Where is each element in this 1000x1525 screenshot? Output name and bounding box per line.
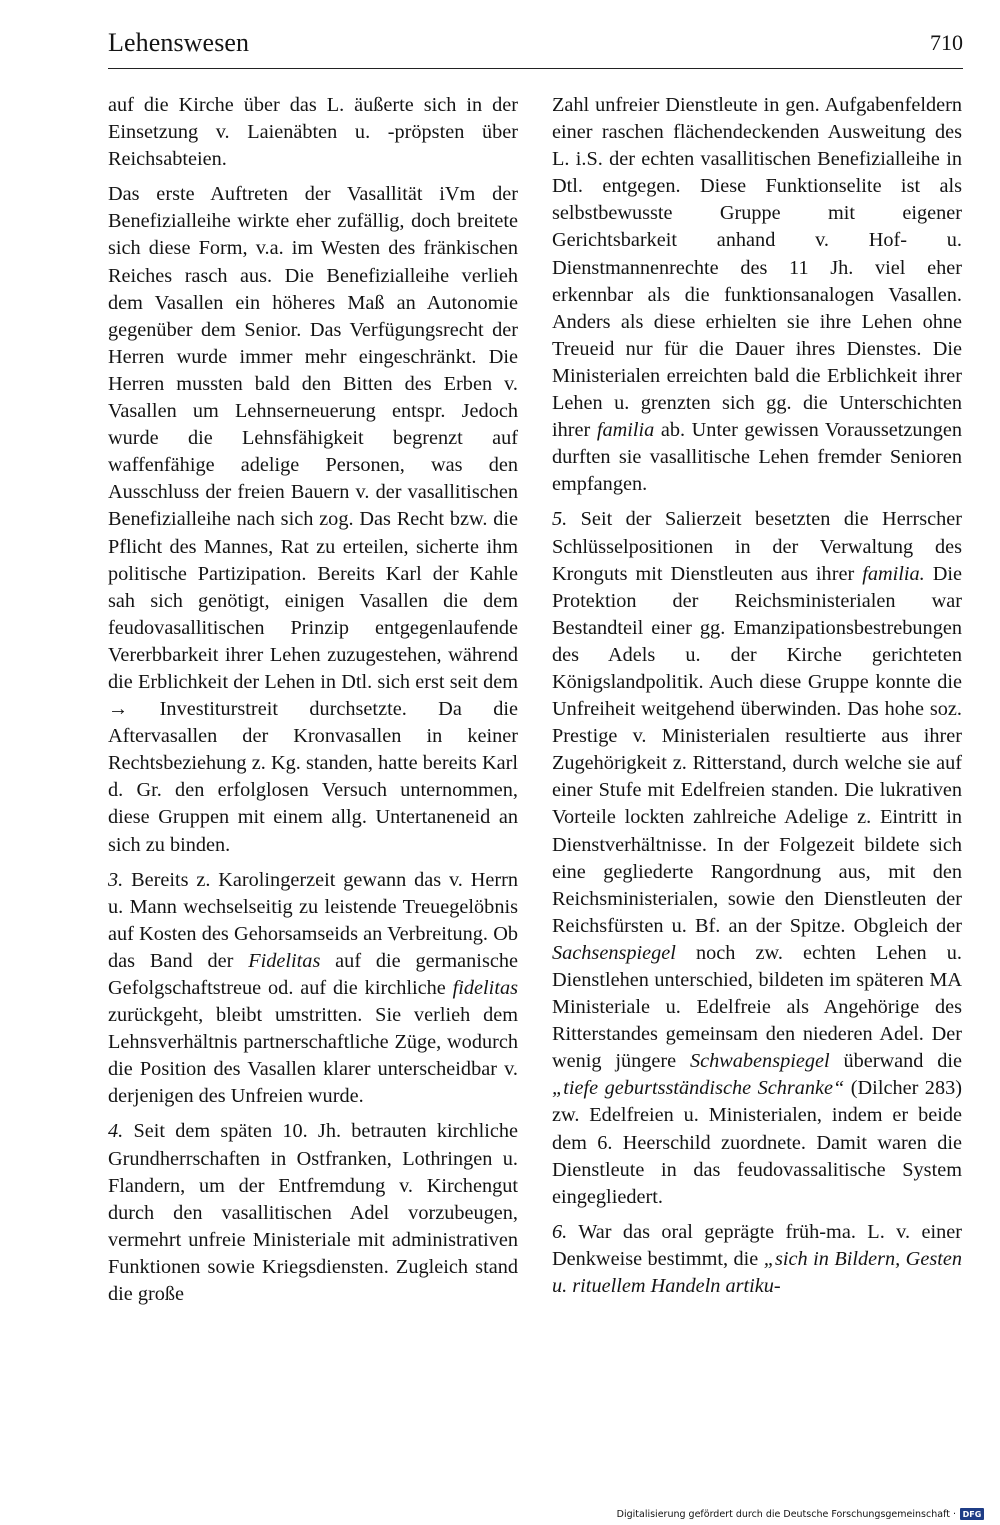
paragraph-text: Seit dem späten 10. Jh. betrauten kirchliche Grundherrschaften in Ostfranken, Lothringen u. Flandern, um der Entfremdung v. Kirchengut durch den vasallitischen Adel vorzubeugen, vermehrt unfreie Ministeriale mit administrativen Funktionen sowie Kriegsdiensten. Zugleich stand die große — [108, 1120, 518, 1306]
section-6 — [552, 1219, 962, 1300]
paragraph-text: ab. Unter gewissen Voraussetzungen durften sie vasallitische Lehen fremder Senioren empfangen. — [552, 419, 962, 496]
paragraph-text: auf die Kirche über das L. äußerte sich in der Einsetzung v. Laienäbten u. -pröpsten über Reichsabteien. — [108, 94, 518, 171]
page-number: 710 — [930, 30, 963, 55]
page-header — [108, 26, 963, 69]
paragraph-text: Die Protektion der Reichsministerialen war Bestandteil einer gg. Emanzipationsbestrebungen des Adels u. der Kirche gerichteten Königslandpolitik. Auch diese Gruppe konnte die Unfreiheit weitgehend überwinden. Das hohe soz. Prestige v. Ministerialen resultierte aus ihrer Zugehörigkeit z. Ritterstand, durch welche sie auf einer Stufe mit Edelfreien standen. Die lukrativen Vorteile lockten zahlreiche Adelige z. Eintritt in Dienstverhältnisse. In der Folgezeit bildete sich eine gegliederte Rangordnung aus, mit den Reichsministerialen, sowie den Dienstleuten der Reichsfürsten u. Bf. an der Spitze. Obgleich der — [552, 562, 962, 937]
paragraph-text: War das oral geprägte früh-ma. L. v. einer Denkweise bestimmt, die — [552, 1220, 962, 1270]
running-head-title: Lehenswesen — [108, 28, 250, 57]
footer-credit-text: Digitalisierung gefördert durch die Deutsche Forschungsgemeinschaft · — [616, 1508, 956, 1520]
paragraph-text: Seit der Salierzeit besetzten die Herrscher Schlüsselpositionen in der Verwaltung des Kronguts mit Dienstleuten aus ihrer — [552, 508, 962, 585]
left-column — [108, 92, 518, 1316]
quote-italic: „sich in Bildern, Gesten u. rituellem Handeln artiku- — [552, 1247, 962, 1298]
section-number: 4. — [108, 1120, 124, 1143]
term-italic: familia — [596, 419, 655, 442]
section-3 — [108, 867, 518, 1111]
paragraph-text: Bereits z. Karolingerzeit gewann das v. Herrn u. Mann wechselseitig zu leistende Treuegelöbnis auf Kosten des Gehorsamseids an Verbreitung. Ob das Band der — [108, 868, 518, 972]
section-5 — [552, 506, 962, 1210]
term-italic: familia. — [862, 562, 925, 585]
term-italic: Schwabenspiegel — [689, 1050, 830, 1073]
paragraph-continuation — [108, 92, 518, 173]
section-number: 6. — [552, 1220, 568, 1243]
section-number: 3. — [108, 868, 124, 891]
right-column — [552, 92, 962, 1308]
quote-italic: „tiefe geburtsständische Schranke“ — [552, 1077, 845, 1100]
dfg-logo: DFG — [960, 1508, 984, 1520]
footer-credit — [617, 1508, 984, 1520]
paragraph-text: auf die germanische Gefolgschaftstreue od. auf die kirchliche — [108, 949, 518, 999]
paragraph-text: zurückgeht, bleibt umstritten. Sie verlieh dem Lehnsverhältnis partnerschaftliche Züge, wodurch die Position des Vasallen klarer unterscheidbar v. derjenigen des Unfreien wurde. — [108, 1004, 518, 1108]
paragraph-vasallitaet — [108, 181, 518, 858]
section-4 — [108, 1118, 518, 1308]
paragraph-text: noch zw. echten Lehen u. Dienstlehen unterschied, bildeten im späteren MA Ministeriale u. Edelfreie als Angehörige des Ritterstandes gemeinsam den niederen Adel. Der wenig jüngere — [552, 941, 962, 1073]
paragraph-text: (Dilcher 283) zw. Edelfreien u. Ministerialen, indem er beide dem 6. Heerschild zuordnete. Damit waren die Dienstleute in das feudovassalitische System eingegliedert. — [552, 1077, 962, 1208]
section-number: 5. — [552, 508, 568, 531]
term-italic: Fidelitas — [248, 949, 321, 972]
paragraph-text: überwand die — [843, 1050, 962, 1073]
paragraph-text: Zahl unfreier Dienstleute in gen. Aufgabenfeldern einer raschen flächendeckenden Ausweitung des L. i.S. der echten vasallitischen Benefizialleihe in Dtl. entgegen. Diese Funktionselite ist als selbstbewusste Gruppe mit eigener Gerichtsbarkeit anhand v. Hof- u. Dienstmannenrechte des 11 Jh. viel eher erkennbar als die funktionsanalogen Vasallen. Anders als diese erhielten sie ihre Lehen ohne Treueid nur für die Dauer ihres Dienstes. Die Ministerialen erreichten bald die Erblichkeit ihrer Lehen u. grenzten sich gg. die Unterschichten ihrer — [552, 94, 962, 442]
term-italic: Sachsenspiegel — [552, 941, 676, 964]
paragraph-text: Das erste Auftreten der Vasallität iVm der Benefizialleihe wirkte eher zufällig, doch breitete sich diese Form, v.a. im Westen des fränkischen Reiches rasch aus. Die Benefizialleihe verlieh dem Vasallen ein höheres Maß an Autonomie gegenüber dem Senior. Das Verfügungsrecht der Herren wurde immer mehr eingeschränkt. Die Herren mussten bald den Bitten des Erben v. Vasallen um Lehnserneuerung entspr. Jedoch wurde die Lehnsfähigkeit begrenzt auf waffenfähige adelige Personen, was den Ausschluss der freien Bauern v. der vasallitischen Benefizialleihe nach sich zog. Das Recht bzw. die Pflicht des Mannes, Rat zu erteilen, sicherte ihm politische Partizipation. Bereits Karl der Kahle sah sich genötigt, einigen Vasallen die dem feudovasallitischen Prinzip entgegenlaufende Vererbbarkeit ihrer Lehen zuzugestehen, während die Erblichkeit der Lehen in Dtl. sich erst seit dem → Investiturstreit durchsetzte. Da die Aftervasallen der Kronvasallen in keiner Rechtsbeziehung z. Kg. standen, hatte bereits Karl d. Gr. den erfolglosen Versuch unternommen, diese Gruppen mit einem allg. Untertaneneid an sich zu binden. — [108, 183, 518, 856]
term-italic: fidelitas — [452, 977, 518, 999]
paragraph-continuation — [552, 92, 962, 498]
